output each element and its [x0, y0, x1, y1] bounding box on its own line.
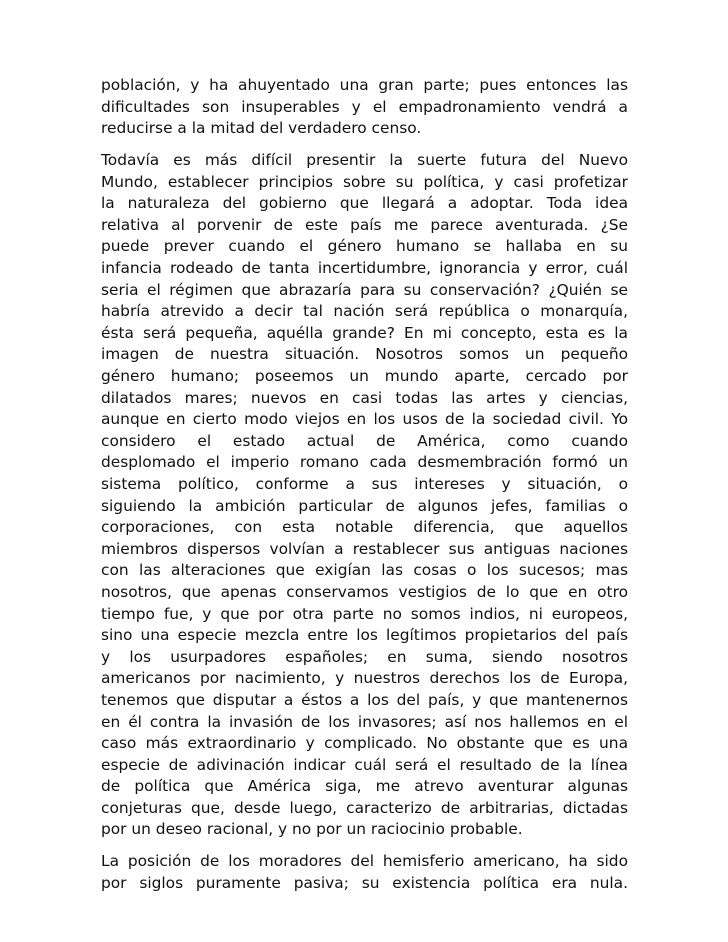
text-line: puede prever cuando el género humano se hallaba en su	[101, 237, 628, 256]
text-line: por un deseo racional, y no por un raciocinio probable.	[101, 820, 523, 839]
text-line: especie de adivinación indicar cuál será el resultado de la línea	[101, 755, 628, 774]
text-line: considero el estado actual de América, como cuando	[101, 431, 628, 450]
paragraph	[101, 150, 628, 841]
text-line: tiempo fue, y que por otra parte no somos indios, ni europeos,	[101, 604, 628, 623]
text-line: sino una especie mezcla entre los legítimos propietarios del país	[101, 626, 628, 645]
text-line: nosotros, que apenas conservamos vestigios de lo que en otro	[101, 582, 628, 601]
paragraph	[101, 75, 628, 140]
paragraph	[101, 851, 628, 894]
body-text	[101, 75, 628, 905]
text-line: tenemos que disputar a éstos a los del país, y que mantenernos	[101, 690, 628, 709]
text-line: relativa al porvenir de este país me parece aventurada. ¿Se	[101, 215, 628, 234]
text-line: conjeturas que, desde luego, caracterizo de arbitrarias, dictadas	[101, 798, 628, 817]
text-line: infancia rodeado de tanta incertidumbre, ignorancia y error, cuál	[101, 259, 628, 278]
text-line: aunque en cierto modo viejos en los usos de la sociedad civil. Yo	[101, 410, 628, 429]
text-line: con las alteraciones que exigían las cosas o los sucesos; mas	[101, 561, 628, 580]
text-line: por siglos puramente pasiva; su existencia política era nula.	[101, 873, 628, 892]
text-line: de política que América siga, me atrevo aventurar algunas	[101, 777, 628, 796]
text-line: género humano; poseemos un mundo aparte, cercado por	[101, 367, 628, 386]
text-line: Mundo, establecer principios sobre su política, y casi profetizar	[101, 172, 628, 191]
text-line: y los usurpadores españoles; en suma, siendo nosotros	[101, 647, 628, 666]
text-line: en él contra la invasión de los invasores; así nos hallemos en el	[101, 712, 628, 731]
text-line: reducirse a la mitad del verdadero censo.	[101, 119, 422, 138]
text-line: corporaciones, con esta notable diferencia, que aquellos	[101, 518, 628, 537]
text-line: americanos por nacimiento, y nuestros derechos los de Europa,	[101, 669, 628, 688]
text-line: dificultades son insuperables y el empadronamiento vendrá a	[101, 97, 628, 116]
text-line: ésta será pequeña, aquélla grande? En mi concepto, esta es la	[101, 323, 628, 342]
text-line: la naturaleza del gobierno que llegará a adoptar. Toda idea	[101, 194, 628, 213]
text-line: desplomado el imperio romano cada desmembración formó un	[101, 453, 628, 472]
text-line: siguiendo la ambición particular de algunos jefes, familias o	[101, 496, 628, 515]
text-line: imagen de nuestra situación. Nosotros somos un pequeño	[101, 345, 628, 364]
text-line: caso más extraordinario y complicado. No obstante que es una	[101, 734, 628, 753]
text-line: sistema político, conforme a sus intereses y situación, o	[101, 474, 628, 493]
text-line: población, y ha ahuyentado una gran parte; pues entonces las	[101, 76, 628, 94]
text-line: La posición de los moradores del hemisferio americano, ha sido	[101, 852, 628, 871]
text-line: miembros dispersos volvían a restablecer sus antiguas naciones	[101, 539, 628, 558]
text-line: dilatados mares; nuevos en casi todas las artes y ciencias,	[101, 388, 628, 407]
text-line: Todavía es más difícil presentir la suerte futura del Nuevo	[101, 151, 628, 170]
text-line: habría atrevido a decir tal nación será república o monarquía,	[101, 302, 628, 321]
text-line: seria el régimen que abrazaría para su conservación? ¿Quién se	[101, 280, 628, 299]
